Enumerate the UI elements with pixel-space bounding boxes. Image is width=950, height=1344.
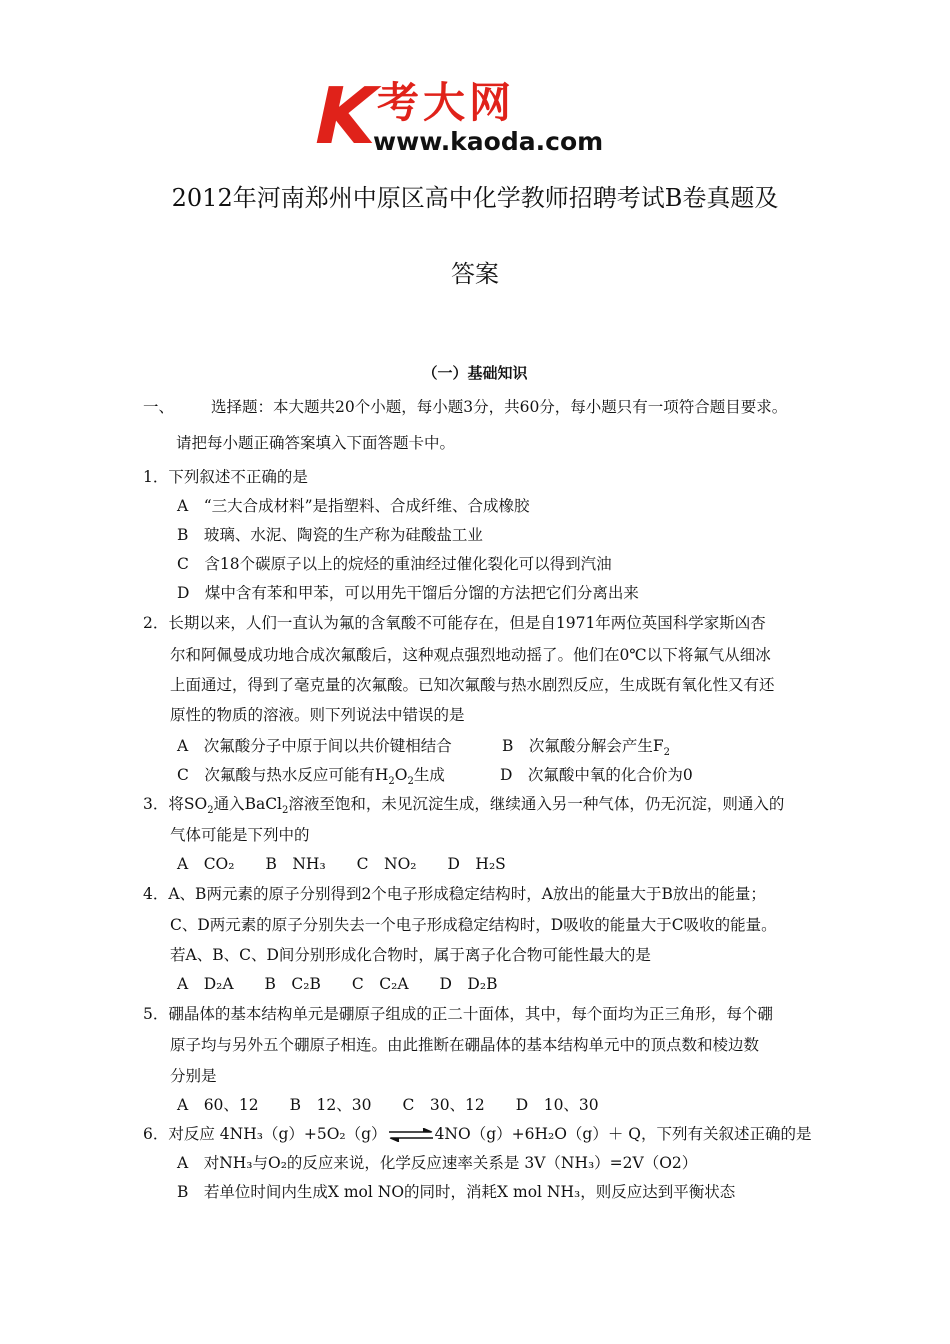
q4-stem-line3: 若A、B、C、D间分别形成化合物时，属于离子化合物可能性最大的是 <box>170 946 651 964</box>
q2-stem-line2: 尔和阿佩曼成功地合成次氟酸后，这种观点强烈地动摇了。他们在0℃以下将氟气从细冰 <box>170 646 771 664</box>
logo-url: www.kaoda.com <box>373 127 604 156</box>
document-title-line1: 2012年河南郑州中原区高中化学教师招聘考试B卷真题及 <box>171 184 779 212</box>
q3-stem-line1: 3．将$SO_2$通入BaCl$_2$溶液至饱和，未见沉淀生成，继续通入另一种气体，仍无沉淀，则通入的 <box>143 795 785 817</box>
intro-label: 一、 <box>143 398 175 416</box>
intro-instruction: 请把每小题正确答案填入下面答题卡中。 <box>176 434 456 452</box>
q6-option-a: A 对NH₃与O₂的反应来说，化学反应速率关系是 3V（NH₃）=2V（O2） <box>177 1154 698 1172</box>
section-heading: （一）基础知识 <box>422 364 528 382</box>
q4-stem-line1: 4．A、B两元素的原子分别得到2个电子形成稳定结构时，A放出的能量大于B放出的能量； <box>143 885 766 903</box>
q3-options: A CO₂ B NH₃ C NO₂ D H₂S <box>177 855 506 873</box>
q2-option-a: A 次氟酸分子中原于间以共价键相结合 <box>177 737 452 755</box>
q1-option-d: D 煤中含有苯和甲苯，可以用先干馏后分馏的方法把它们分离出来 <box>177 584 639 602</box>
q6-option-b: B 若单位时间内生成X mol NO的同时，消耗X mol NH₃，则反应达到平衡状态 <box>177 1183 736 1201</box>
equilibrium-arrow-icon <box>387 1128 435 1142</box>
q2-option-b: B 次氟酸分解会产生$F_2$ <box>502 737 671 759</box>
q4-stem-line2: C、D两元素的原子分别失去一个电子形成稳定结构时，D吸收的能量大于C吸收的能量。 <box>170 916 777 934</box>
q2-option-c: C 次氟酸与热水反应可能有$H_2O_2$生成 <box>177 766 445 788</box>
q6-stem: 6．对反应 4NH₃（g）+5O₂（g） 4NO（g）+6H₂O（g）＋ Q，下列有关叙述正确的是 <box>143 1125 812 1143</box>
q5-options: A 60、12 B 12、30 C 30、12 D 10、30 <box>177 1096 599 1114</box>
q2-stem-line3: 上面通过，得到了毫克量的次氟酸。已知次氟酸与热水剧烈反应，生成既有氧化性又有还 <box>170 676 775 694</box>
q3-stem-line2: 气体可能是下列中的 <box>170 826 310 844</box>
q1-option-b: B 玻璃、水泥、陶瓷的生产称为硅酸盐工业 <box>177 526 483 544</box>
q5-stem-line1: 5．硼晶体的基本结构单元是硼原子组成的正二十面体，其中，每个面均为正三角形，每个硼 <box>143 1005 773 1023</box>
q1-option-a: A “三大合成材料”是指塑料、合成纤维、合成橡胶 <box>177 497 530 515</box>
q1-option-c: C 含18个碳原子以上的烷烃的重油经过催化裂化可以得到汽油 <box>177 555 612 573</box>
q5-stem-line2: 原子均与另外五个硼原子相连。由此推断在硼晶体的基本结构单元中的顶点数和棱边数 <box>170 1036 760 1054</box>
kaoda-logo <box>305 72 645 162</box>
document-title-line2: 答案 <box>451 260 499 288</box>
intro-text: 选择题：本大题共20个小题，每小题3分，共60分，每小题只有一项符合题目要求。 <box>211 398 788 416</box>
q1-stem: 1．下列叙述不正确的是 <box>143 468 308 486</box>
q5-stem-line3: 分别是 <box>170 1067 217 1085</box>
q2-stem-line4: 原性的物质的溶液。则下列说法中错误的是 <box>170 706 465 724</box>
logo-k-mark: K <box>305 72 386 162</box>
q2-option-d: D 次氟酸中氧的化合价为0 <box>500 766 693 784</box>
q4-options: A D₂A B C₂B C C₂A D D₂B <box>177 975 498 993</box>
logo-brand-text: 考大网 <box>377 78 516 127</box>
q2-stem-line1: 2．长期以来，人们一直认为氟的含氧酸不可能存在，但是自1971年两位英国科学家斯凶杏 <box>143 614 766 632</box>
